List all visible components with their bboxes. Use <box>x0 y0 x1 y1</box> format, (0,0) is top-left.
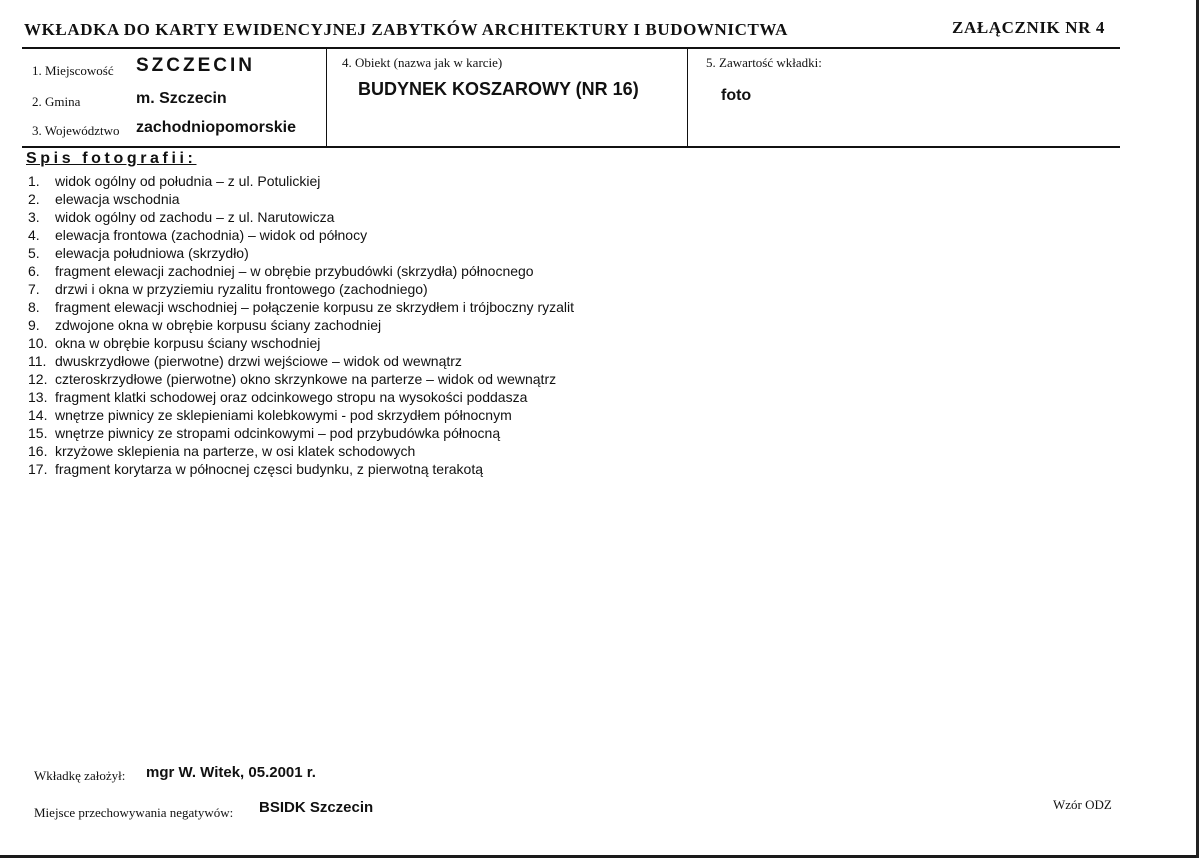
list-item <box>28 280 574 298</box>
list-item <box>28 172 574 190</box>
list-item-number: 14. <box>28 407 48 423</box>
municipality-label: 2. Gmina <box>32 94 81 109</box>
list-item-text: fragment elewacji zachodniej – w obrębie przybudówki (skrzydła) północnego <box>55 263 534 279</box>
list-item <box>28 262 574 280</box>
list-item-number: 4. <box>28 227 40 243</box>
list-item-number: 9. <box>28 317 40 333</box>
list-item <box>28 334 574 352</box>
author-label: Wkładkę założył: <box>34 768 126 783</box>
list-item <box>28 226 574 244</box>
list-item-number: 11. <box>28 353 47 369</box>
author-value: mgr W. Witek, 05.2001 r. <box>146 764 316 781</box>
list-item-number: 8. <box>28 299 40 315</box>
list-item <box>28 298 574 316</box>
list-item <box>28 190 574 208</box>
list-item <box>28 406 574 424</box>
list-item-number: 1. <box>28 173 40 189</box>
list-item <box>28 352 574 370</box>
list-item <box>28 370 574 388</box>
list-item <box>28 244 574 262</box>
storage-label: Miejsce przechowywania negatywów: <box>34 805 234 820</box>
list-item-text: widok ogólny od zachodu – z ul. Narutowicza <box>55 209 335 225</box>
photo-list <box>28 172 574 478</box>
list-item-text: wnętrze piwnicy ze sklepieniami kolebkowymi - pod skrzydłem północnym <box>55 407 512 423</box>
list-item-number: 6. <box>28 263 40 279</box>
list-item-text: fragment korytarza w północnej częsci budynku, z pierwotną terakotą <box>55 461 483 477</box>
fields-divider-2 <box>687 48 688 147</box>
list-item <box>28 208 574 226</box>
list-item-text: fragment elewacji wschodniej – połączenie korpusu ze skrzydłem i trójboczny ryzalit <box>55 299 575 315</box>
list-item-text: drzwi i okna w przyziemiu ryzalitu frontowego (zachodniego) <box>55 281 428 297</box>
list-item-text: widok ogólny od południa – z ul. Potulickiej <box>55 173 321 189</box>
list-item <box>28 424 574 442</box>
list-item-number: 10. <box>28 335 48 351</box>
list-item-number: 2. <box>28 191 40 207</box>
object-value: BUDYNEK KOSZAROWY (NR 16) <box>358 79 639 99</box>
list-item <box>28 460 574 478</box>
template-label: Wzór ODZ <box>1053 797 1112 812</box>
list-item-text: wnętrze piwnicy ze stropami odcinkowymi – pod przybudówka północną <box>55 425 501 441</box>
contents-value: foto <box>721 87 752 104</box>
list-item-text: elewacja frontowa (zachodnia) – widok od północy <box>55 227 368 243</box>
list-item-text: fragment klatki schodowej oraz odcinkowego stropu na wysokości poddasza <box>55 389 528 405</box>
storage-value: BSIDK Szczecin <box>259 799 374 816</box>
locality-label: 1. Miejscowość <box>32 63 114 78</box>
document-title: WKŁADKA DO KARTY EWIDENCYJNEJ ZABYTKÓW ARCHITEKTURY I BUDOWNICTWA <box>24 20 789 39</box>
object-label: 4. Obiekt (nazwa jak w karcie) <box>342 55 503 70</box>
contents-label: 5. Zawartość wkładki: <box>706 55 822 70</box>
list-item-text: okna w obrębie korpusu ściany wschodniej <box>55 335 321 351</box>
list-item-text: zdwojone okna w obrębie korpusu ściany zachodniej <box>55 317 382 333</box>
list-item-number: 5. <box>28 245 40 261</box>
list-item-number: 15. <box>28 425 48 441</box>
list-item-text: elewacja wschodnia <box>55 191 180 207</box>
header-rule <box>22 47 1120 49</box>
list-item <box>28 442 574 460</box>
list-item-number: 17. <box>28 461 48 477</box>
voivodeship-value: zachodniopomorskie <box>136 119 297 136</box>
fields-bottom-rule <box>22 146 1120 148</box>
list-item <box>28 316 574 334</box>
annex-number: ZAŁĄCZNIK NR 4 <box>952 18 1105 37</box>
voivodeship-label: 3. Województwo <box>32 123 120 138</box>
list-item-number: 7. <box>28 281 40 297</box>
list-item-number: 16. <box>28 443 48 459</box>
list-item-text: krzyżowe sklepienia na parterze, w osi klatek schodowych <box>55 443 416 459</box>
fields-divider-1 <box>326 48 327 147</box>
locality-value: SZCZECIN <box>136 55 255 76</box>
list-item-text: czteroskrzydłowe (pierwotne) okno skrzynkowe na parterze – widok od wewnątrz <box>55 371 557 387</box>
list-item-number: 13. <box>28 389 48 405</box>
photo-list-heading: Spis fotografii: <box>26 150 197 167</box>
list-item <box>28 388 574 406</box>
list-item-number: 12. <box>28 371 48 387</box>
municipality-value: m. Szczecin <box>136 90 227 107</box>
list-item-text: dwuskrzydłowe (pierwotne) drzwi wejściowe – widok od wewnątrz <box>55 353 462 369</box>
list-item-number: 3. <box>28 209 40 225</box>
list-item-text: elewacja południowa (skrzydło) <box>55 245 249 261</box>
